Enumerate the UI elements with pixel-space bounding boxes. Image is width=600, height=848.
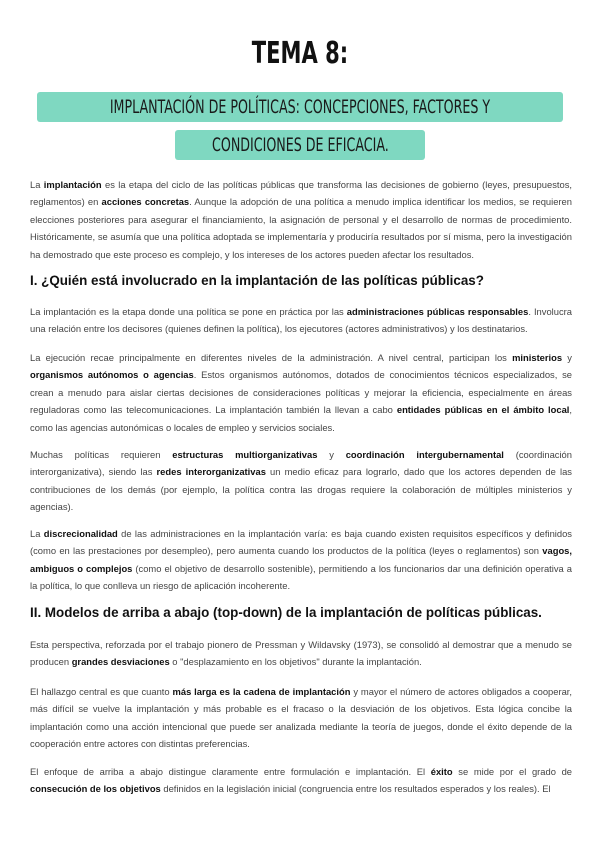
bold-term: grandes desviaciones [71, 656, 170, 668]
subtitle-line-2: CONDICIONES DE EFICACIA. [211, 134, 389, 156]
text-run: . Estos organismos autónomos, dotados de conocimientos técnicos especializados, se crean a menudo para aislar ciertas decisiones de consideraciones políticas y mejorar la eficiencia, especialmente en áreas reguladoras como las telecomunicaciones. La implantación también la llevan a cabo [30, 369, 572, 416]
text-run: y [317, 449, 346, 460]
text-run: . Aunque la adopción de una política a menudo implica identificar los medios, se requieren elecciones posteriores para asegurar el financiamiento, la asignación de personal y el desarrollo de normas de procedimiento. Históricamente, se asumía que una política adoptada se implementaría y produciría resultados por sí misma, pero la investigación ha demostrado que este proceso es complejo, y los intereses de los actores pueden afectar los resultados. [30, 196, 572, 260]
text-run: El enfoque de arriba a abajo distingue claramente entre formulación e implantación. El [30, 766, 431, 777]
paragraph-3 [30, 446, 572, 516]
text-run: La ejecución recae principalmente en diferentes niveles de la administración. A nivel central, participan los [30, 352, 513, 363]
text-run: de las administraciones en la implantación varía: es baja cuando existen requisitos específicos y definidos (como en las prestaciones por desempleo), pero aumenta cuando los productos de la política (leyes o reglamentos) son [30, 528, 572, 557]
bold-term: acciones concretas [101, 196, 190, 208]
text-run: o "desplazamiento en los objetivos" durante la implantación. [169, 656, 422, 668]
text-run: La implantación es la etapa donde una política se pone en práctica por las [30, 306, 347, 317]
subtitle-line-1-wrap [0, 92, 600, 122]
subtitle-line-2-wrap [0, 130, 600, 160]
bold-term: administraciones públicas responsables [346, 306, 529, 317]
bold-term: vagos, ambiguos o complejos [30, 545, 572, 574]
paragraph-1 [30, 303, 572, 338]
bold-term: redes interorganizativas [156, 466, 266, 478]
subtitle-line-1: IMPLANTACIÓN DE POLÍTICAS: CONCEPCIONES, FACTORES Y [109, 96, 491, 118]
bold-term: organismos autónomos o agencias [30, 369, 194, 381]
text-run: , como las agencias autonómicas o locales de empleo y servicios sociales. [30, 404, 572, 433]
bold-term: implantación [43, 179, 102, 190]
text-run: se mide por el grado de [452, 766, 572, 777]
text-run: y mayor el número de actores obligados a cooperar, más difícil se vuelve la implantación y más probable es el fracaso o la desviación de los objetivos. Esta lógica concibe la implantación como una acción intencional que puede ser analizada mediante la teoría de juegos, donde el éxito depende de la cooperación entre actores con distintas preferencias. [30, 686, 572, 750]
text-run: definidos en la legislación inicial (congruencia entre los resultados esperados y los reales). El [160, 783, 551, 795]
text-run: es la etapa del ciclo de las políticas públicas que transforma las decisiones de gobierno (leyes, presupuestos, reglamentos) en [30, 179, 572, 208]
bold-term: estructuras multiorganizativas [172, 449, 318, 460]
paragraph-6 [30, 683, 572, 753]
bold-term: entidades públicas en el ámbito local [396, 404, 570, 416]
subtitle-highlight-2 [175, 130, 426, 160]
bold-term: consecución de los objetivos [30, 783, 161, 795]
text-run: La [30, 179, 44, 190]
section-heading-2: II. Modelos de arriba a abajo (top-down) de la implantación de políticas públicas. [30, 605, 542, 620]
bold-term: discrecionalidad [43, 528, 118, 539]
page-title: TEMA 8: [251, 36, 349, 71]
bold-term: más larga es la cadena de implantación [172, 686, 351, 697]
text-run: (como el objetivo de desarrollo sostenible), permitiendo a los funcionarios dar una definición operativa a la política, lo que conlleva un riesgo de aplicación incoherente. [30, 562, 572, 592]
text-run: . Involucra una relación entre los decisores (quienes definen la política), los ejecutores (actores administrativos) y los destinatarios. [30, 306, 572, 335]
text-run: y [562, 352, 572, 363]
text-run: La [30, 528, 44, 539]
text-run: Esta perspectiva, reforzada por el trabajo pionero de Pressman y Wildavsky (1973), se consolidó al demostrar que a menudo se producen [30, 639, 572, 668]
bold-term: coordinación intergubernamental [345, 449, 504, 460]
paragraph-4 [30, 525, 572, 595]
bold-term: ministerios [512, 352, 563, 363]
text-run: Muchas políticas requieren [30, 449, 173, 460]
bold-term: éxito [430, 766, 453, 777]
subtitle-highlight-1 [37, 92, 563, 122]
section-heading-1: I. ¿Quién está involucrado en la implantación de las políticas públicas? [30, 273, 484, 288]
paragraph-7 [30, 763, 572, 798]
text-run: El hallazgo central es que cuanto [30, 686, 173, 697]
paragraph-5 [30, 636, 572, 671]
paragraph-2 [30, 349, 572, 436]
intro-paragraph [30, 176, 572, 263]
text-run: (coordinación interorganizativa), siendo las [30, 449, 572, 478]
text-run: un medio eficaz para lograrlo, dado que los actores dependen de las contribuciones de los demás (por ejemplo, la política contra las drogas requiere la colaboración de múltiples ministerios y agencias). [30, 466, 572, 513]
